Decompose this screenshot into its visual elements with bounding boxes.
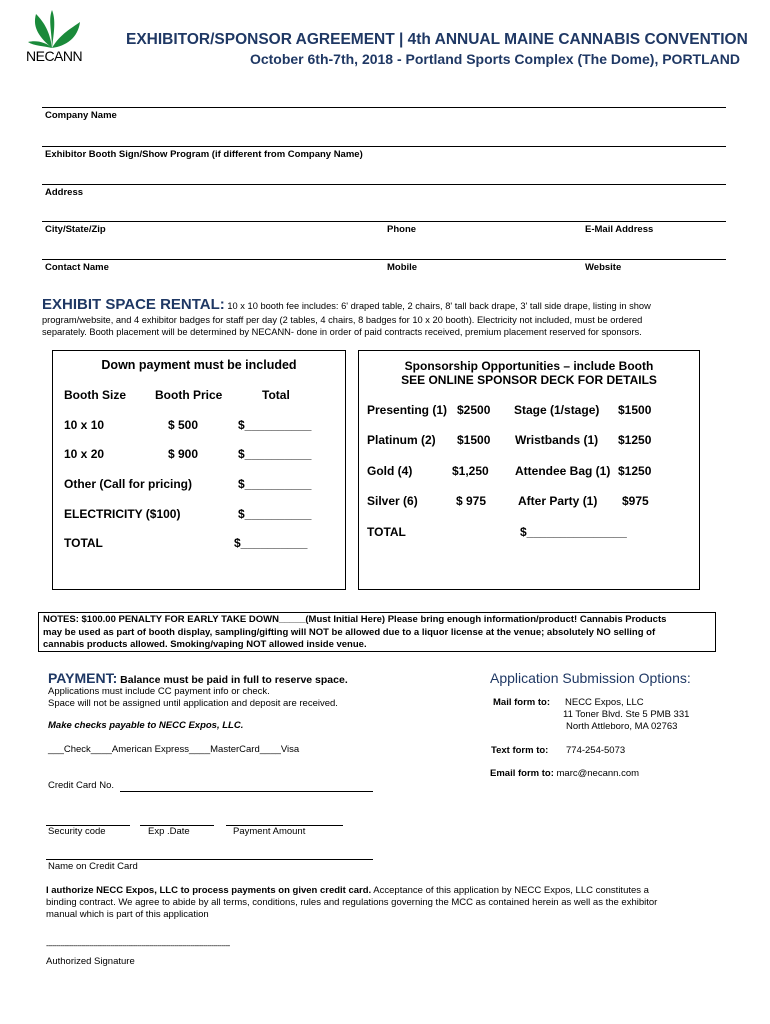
- booth-total-value[interactable]: $__________: [234, 536, 308, 550]
- email-submit-label: Email form to:: [490, 768, 554, 779]
- payment-amount-label: Payment Amount: [233, 826, 306, 837]
- text-number[interactable]: 774-254-5073: [566, 745, 626, 756]
- payment-line1: Applications must include CC payment info or check.: [48, 686, 270, 697]
- sponsor-price: $1500: [618, 403, 652, 417]
- notes-line3: cannabis products allowed. Smoking/vaping NOT allowed inside venue.: [43, 639, 367, 650]
- page-title: EXHIBITOR/SPONSOR AGREEMENT | 4th ANNUAL MAINE CANNABIS CONVENTION: [126, 31, 748, 48]
- notes-line2: may be used as part of booth display, sampling/gifting will NOT be allowed due to a liquor license at the venue; absolutely NO selling of: [43, 626, 656, 638]
- sponsor-price: $1,250: [452, 464, 489, 478]
- exhibit-space-line2: program/website, and 4 exhibitor badges for staff per day (2 tables, 4 chairs, 8 badges for 10 x 20 booth). Electricity not included, must be ordered: [42, 315, 643, 325]
- payment-title: PAYMENT:: [48, 670, 118, 686]
- security-code-label: Security code: [48, 826, 106, 837]
- email-submit-address[interactable]: marc@necann.com: [553, 768, 640, 779]
- booth-row-size: 10 x 20: [64, 447, 105, 461]
- notes-line1: NOTES: $100.00 PENALTY FOR EARLY TAKE DOWN_____(Must Initial Here) Please bring enough information/product! Cannabis Products: [43, 614, 667, 625]
- col-booth-price: Booth Price: [155, 388, 223, 402]
- booth-row-total[interactable]: $__________: [238, 447, 312, 461]
- sponsor-item: Silver (6): [367, 494, 418, 508]
- exhibit-space-title: EXHIBIT SPACE RENTAL:: [42, 296, 225, 313]
- authorize-rest: Acceptance of this application by NECC Expos, LLC constitutes a: [371, 885, 649, 896]
- page-subtitle: October 6th-7th, 2018 - Portland Sports Complex (The Dome), PORTLAND: [249, 51, 740, 67]
- name-on-card-input[interactable]: [46, 859, 373, 860]
- contact-name-line[interactable]: [42, 259, 726, 260]
- booth-row-total[interactable]: $__________: [238, 507, 312, 521]
- sponsor-price: $975: [622, 494, 649, 508]
- booth-row-size: Other (Call for pricing): [64, 477, 193, 491]
- booth-box-heading: Down payment must be included: [101, 358, 297, 372]
- booth-row-total[interactable]: $__________: [238, 477, 312, 491]
- authorize-bold: I authorize NECC Expos, LLC to process payments on given credit card.: [46, 885, 372, 896]
- mail-line3: North Attleboro, MA 02763: [566, 721, 678, 732]
- city-state-zip-label: City/State/Zip: [45, 224, 106, 235]
- sponsor-total-value[interactable]: $_______________: [520, 525, 627, 539]
- booth-pricing-box: [52, 350, 346, 590]
- booth-total-label: TOTAL: [64, 536, 103, 550]
- sponsor-item: Wristbands (1): [515, 433, 599, 447]
- authorize-line1: [46, 885, 649, 896]
- mail-label: Mail form to:: [493, 697, 550, 708]
- website-label: Website: [585, 262, 622, 273]
- address-label: Address: [45, 187, 84, 198]
- booth-row-size: 10 x 10: [64, 418, 105, 432]
- company-name-label: Company Name: [45, 110, 117, 121]
- sponsor-heading-2: SEE ONLINE SPONSOR DECK FOR DETAILS: [401, 373, 657, 387]
- exp-date-label: Exp .Date: [148, 826, 190, 837]
- notes-box: [38, 612, 716, 652]
- email-label: E-Mail Address: [585, 224, 654, 235]
- booth-row-price: $ 500: [168, 418, 199, 432]
- submission-title: Application Submission Options:: [490, 670, 691, 686]
- credit-card-input[interactable]: [120, 791, 373, 792]
- sponsor-heading-1: Sponsorship Opportunities – include Booth: [404, 359, 654, 373]
- signature-label: Authorized Signature: [46, 956, 135, 967]
- exhibit-space-line3: separately. Booth placement will be determined by NECANN- done in order of paid contracts received, premium placement reserved for sponsors.: [42, 327, 642, 337]
- sponsor-price: $1500: [457, 433, 491, 447]
- booth-sign-line[interactable]: [42, 146, 726, 147]
- mail-line1: NECC Expos, LLC: [565, 697, 644, 708]
- contact-name-label: Contact Name: [45, 262, 109, 273]
- sponsor-item: Stage (1/stage): [514, 403, 600, 417]
- sponsor-price: $1250: [618, 433, 652, 447]
- payment-line2: Space will not be assigned until application and deposit are received.: [48, 698, 338, 709]
- sponsor-item: Platinum (2): [367, 433, 436, 447]
- booth-row-total[interactable]: $__________: [238, 418, 312, 432]
- sponsor-item: After Party (1): [518, 494, 598, 508]
- sponsor-item: Gold (4): [367, 464, 413, 478]
- authorize-line2: binding contract. We agree to abide by all terms, conditions, rules and regulations governing the MCC as contained herein as well as the exhibitor: [46, 897, 658, 908]
- phone-label: Phone: [387, 224, 417, 235]
- payment-methods[interactable]: ___Check____American Express____MasterCard____Visa: [48, 744, 300, 755]
- sponsor-item: Presenting (1): [367, 403, 448, 417]
- sponsor-total-label: TOTAL: [367, 525, 406, 539]
- authorize-line3: manual which is part of this application: [46, 909, 209, 920]
- booth-sign-label: Exhibitor Booth Sign/Show Program (if different from Company Name): [45, 149, 363, 160]
- exhibit-space-section: [42, 296, 732, 314]
- signature-line[interactable]: -----------------------------------------------------------------------------------------: [46, 941, 230, 950]
- checks-payable: Make checks payable to NECC Expos, LLC.: [48, 720, 244, 731]
- company-name-line[interactable]: [42, 107, 726, 108]
- booth-row-size: ELECTRICITY ($100): [64, 507, 181, 521]
- credit-card-label: Credit Card No.: [48, 780, 114, 791]
- sponsor-price: $ 975: [456, 494, 487, 508]
- sponsor-item: Attendee Bag (1): [515, 464, 611, 478]
- email-submit: [490, 768, 639, 779]
- mobile-label: Mobile: [387, 262, 418, 273]
- col-booth-size: Booth Size: [64, 388, 126, 402]
- col-total: Total: [262, 388, 290, 402]
- name-on-card-label: Name on Credit Card: [48, 861, 138, 872]
- sponsor-price: $2500: [457, 403, 491, 417]
- city-state-zip-line[interactable]: [42, 221, 726, 222]
- mail-line2: 11 Toner Blvd. Ste 5 PMB 331: [563, 709, 690, 720]
- sponsor-price: $1250: [618, 464, 652, 478]
- text-label: Text form to:: [491, 745, 549, 756]
- payment-subtitle: Balance must be paid in full to reserve space.: [117, 674, 348, 686]
- booth-row-price: $ 900: [168, 447, 199, 461]
- cannabis-leaf-icon: [22, 8, 92, 50]
- logo-text: NECANN: [26, 48, 83, 64]
- exhibit-space-line1: 10 x 10 booth fee includes: 6' draped table, 2 chairs, 8' tall back drape, 3' tall side drape, listing in show: [224, 301, 651, 311]
- address-line[interactable]: [42, 184, 726, 185]
